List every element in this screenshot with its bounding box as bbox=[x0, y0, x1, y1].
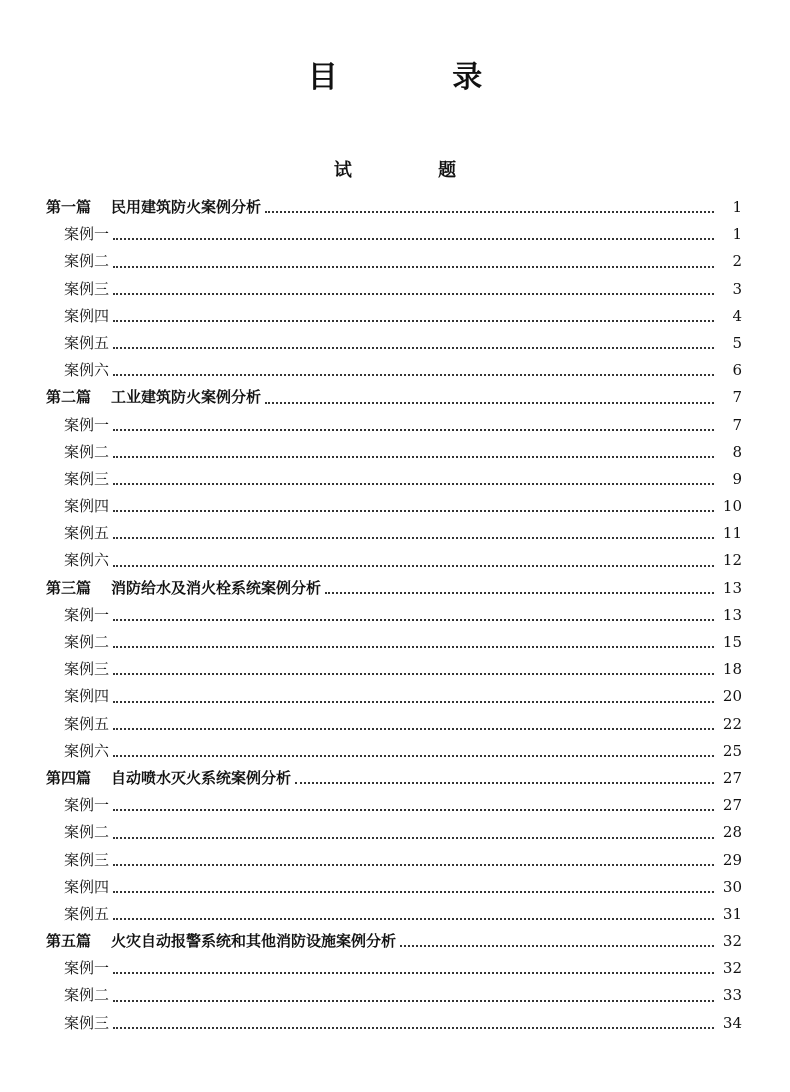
dot-leader bbox=[113, 456, 714, 458]
case-title: 案例四 bbox=[64, 497, 110, 516]
dot-leader bbox=[113, 673, 714, 675]
case-title: 案例三 bbox=[64, 279, 110, 298]
toc-case-entry[interactable] bbox=[46, 792, 742, 819]
case-title: 案例五 bbox=[64, 904, 110, 923]
page-number: 6 bbox=[732, 361, 742, 380]
toc-case-entry[interactable] bbox=[46, 901, 742, 928]
toc-case-entry[interactable] bbox=[46, 819, 742, 846]
case-title: 案例一 bbox=[64, 959, 110, 978]
toc-case-entry[interactable] bbox=[46, 493, 742, 520]
page-number: 27 bbox=[722, 768, 742, 787]
page-number: 31 bbox=[722, 904, 742, 923]
dot-leader bbox=[113, 483, 714, 485]
dot-leader bbox=[113, 320, 714, 322]
dot-leader bbox=[113, 565, 714, 567]
page-number: 20 bbox=[722, 687, 742, 706]
page-number: 7 bbox=[732, 415, 742, 434]
page-number: 34 bbox=[722, 1013, 742, 1032]
page-number: 25 bbox=[722, 741, 742, 760]
toc-case-entry[interactable] bbox=[46, 1010, 742, 1037]
dot-leader bbox=[113, 864, 714, 866]
case-title: 案例五 bbox=[64, 524, 110, 543]
toc-case-entry[interactable] bbox=[46, 357, 742, 384]
toc-case-entry[interactable] bbox=[46, 330, 742, 357]
case-title: 案例三 bbox=[64, 1013, 110, 1032]
case-title: 案例二 bbox=[64, 633, 110, 651]
dot-leader bbox=[113, 891, 714, 893]
dot-leader bbox=[113, 918, 714, 920]
dot-leader bbox=[113, 1027, 714, 1029]
part-title: 自动喷水灭火系统案例分析 bbox=[111, 768, 292, 787]
part-number: 第三篇 bbox=[46, 578, 92, 597]
part-title: 消防给水及消火栓系统案例分析 bbox=[111, 578, 322, 597]
page-number: 3 bbox=[732, 279, 742, 298]
dot-leader bbox=[113, 837, 714, 839]
dot-leader bbox=[265, 211, 714, 213]
dot-leader bbox=[113, 972, 714, 974]
case-title: 案例三 bbox=[64, 850, 110, 869]
page-number: 29 bbox=[722, 850, 742, 869]
page-number: 32 bbox=[722, 932, 742, 951]
case-title: 案例三 bbox=[64, 660, 110, 679]
page-number: 8 bbox=[732, 442, 742, 461]
page-number: 2 bbox=[732, 252, 742, 271]
dot-leader bbox=[113, 728, 714, 730]
case-title: 案例二 bbox=[64, 823, 110, 842]
dot-leader bbox=[113, 619, 714, 621]
toc-case-entry[interactable] bbox=[46, 656, 742, 683]
dot-leader bbox=[113, 266, 714, 268]
dot-leader bbox=[325, 592, 714, 594]
table-of-contents bbox=[46, 194, 742, 1037]
page-number: 1 bbox=[732, 225, 742, 244]
dot-leader bbox=[113, 646, 714, 648]
page-number: 27 bbox=[722, 796, 742, 815]
page-number: 32 bbox=[722, 959, 742, 978]
part-number: 第二篇 bbox=[46, 388, 92, 407]
toc-case-entry[interactable] bbox=[46, 982, 742, 1009]
page-number: 5 bbox=[732, 333, 742, 352]
page-number: 18 bbox=[722, 660, 742, 679]
case-title: 案例一 bbox=[64, 605, 110, 624]
case-title: 案例一 bbox=[64, 415, 110, 434]
case-title: 案例四 bbox=[64, 306, 110, 325]
toc-case-entry[interactable] bbox=[46, 303, 742, 330]
toc-case-entry[interactable] bbox=[46, 248, 742, 275]
toc-case-entry[interactable] bbox=[46, 412, 742, 439]
case-title: 案例五 bbox=[64, 333, 110, 352]
dot-leader bbox=[400, 945, 714, 947]
dot-leader bbox=[113, 701, 714, 703]
case-title: 案例六 bbox=[64, 741, 110, 760]
page-number: 28 bbox=[722, 823, 742, 842]
dot-leader bbox=[113, 1000, 714, 1002]
toc-case-entry[interactable] bbox=[46, 602, 742, 629]
toc-case-entry[interactable] bbox=[46, 466, 742, 493]
dot-leader bbox=[265, 402, 714, 404]
toc-case-entry[interactable] bbox=[46, 629, 742, 656]
part-title: 民用建筑防火案例分析 bbox=[111, 198, 262, 216]
toc-part-entry[interactable] bbox=[46, 765, 742, 792]
case-title: 案例一 bbox=[64, 225, 110, 244]
case-title: 案例四 bbox=[64, 877, 110, 896]
page-number: 11 bbox=[722, 524, 742, 543]
dot-leader bbox=[113, 537, 714, 539]
toc-case-entry[interactable] bbox=[46, 874, 742, 901]
toc-case-entry[interactable] bbox=[46, 276, 742, 303]
dot-leader bbox=[113, 755, 714, 757]
toc-case-entry[interactable] bbox=[46, 711, 742, 738]
case-title: 案例一 bbox=[64, 796, 110, 815]
page-number: 22 bbox=[722, 714, 742, 733]
section-heading: 试 题 bbox=[333, 160, 497, 181]
page-title: 目 录 bbox=[307, 60, 535, 95]
toc-case-entry[interactable] bbox=[46, 520, 742, 547]
page-number: 9 bbox=[732, 469, 742, 488]
page-number: 15 bbox=[722, 633, 742, 651]
page-number: 12 bbox=[722, 551, 742, 570]
toc-part-entry[interactable] bbox=[46, 928, 742, 955]
toc-case-entry[interactable] bbox=[46, 547, 742, 574]
dot-leader bbox=[113, 429, 714, 431]
page-number: 1 bbox=[732, 198, 742, 216]
page-number: 30 bbox=[722, 877, 742, 896]
page-number: 13 bbox=[722, 605, 742, 624]
part-number: 第一篇 bbox=[46, 198, 92, 216]
toc-part-entry[interactable] bbox=[46, 384, 742, 411]
page-number: 33 bbox=[722, 986, 742, 1005]
dot-leader bbox=[113, 293, 714, 295]
part-title: 工业建筑防火案例分析 bbox=[111, 388, 262, 407]
toc-part-entry[interactable] bbox=[46, 194, 742, 221]
dot-leader bbox=[113, 347, 714, 349]
toc-case-entry[interactable] bbox=[46, 683, 742, 710]
toc-case-entry[interactable] bbox=[46, 439, 742, 466]
toc-case-entry[interactable] bbox=[46, 221, 742, 248]
part-title: 火灾自动报警系统和其他消防设施案例分析 bbox=[111, 932, 397, 951]
case-title: 案例六 bbox=[64, 551, 110, 570]
part-number: 第四篇 bbox=[46, 768, 92, 787]
dot-leader bbox=[113, 510, 714, 512]
toc-case-entry[interactable] bbox=[46, 738, 742, 765]
toc-case-entry[interactable] bbox=[46, 847, 742, 874]
case-title: 案例二 bbox=[64, 986, 110, 1005]
page-number: 10 bbox=[722, 497, 742, 516]
case-title: 案例二 bbox=[64, 442, 110, 461]
case-title: 案例二 bbox=[64, 252, 110, 271]
dot-leader bbox=[113, 809, 714, 811]
toc-case-entry[interactable] bbox=[46, 955, 742, 982]
part-number: 第五篇 bbox=[46, 932, 92, 951]
dot-leader bbox=[295, 782, 714, 784]
dot-leader bbox=[113, 374, 714, 376]
case-title: 案例三 bbox=[64, 469, 110, 488]
page-number: 4 bbox=[732, 306, 742, 325]
dot-leader bbox=[113, 238, 714, 240]
page-number: 13 bbox=[722, 578, 742, 597]
case-title: 案例四 bbox=[64, 687, 110, 706]
page-number: 7 bbox=[732, 388, 742, 407]
toc-part-entry[interactable] bbox=[46, 575, 742, 602]
case-title: 案例六 bbox=[64, 361, 110, 380]
case-title: 案例五 bbox=[64, 714, 110, 733]
